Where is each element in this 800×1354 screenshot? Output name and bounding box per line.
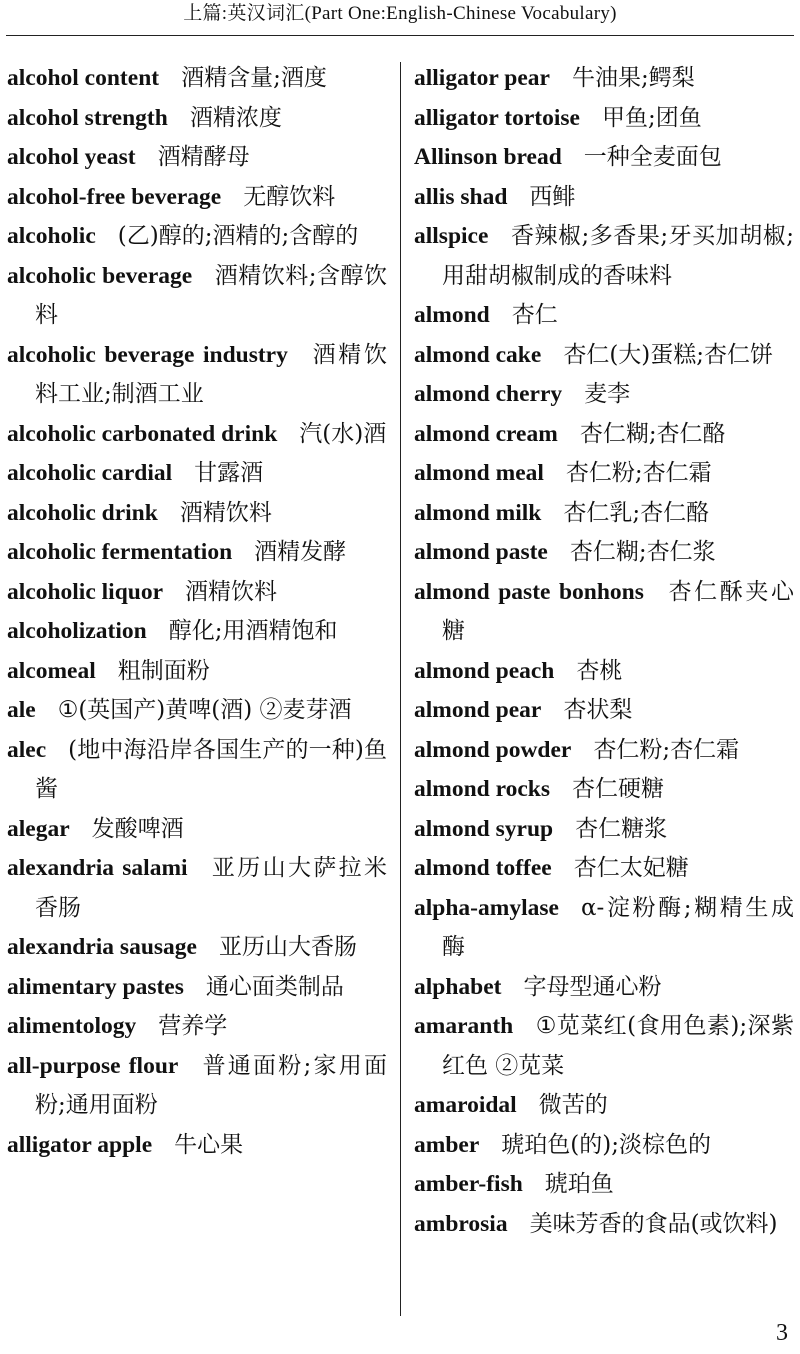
dictionary-entry [414, 336, 794, 376]
entry-definition: 微苦的 [538, 1092, 608, 1118]
entry-definition: 酒精饮料 [179, 499, 272, 526]
entry-term: alegar [7, 815, 70, 842]
dictionary-entry [414, 296, 794, 336]
dictionary-entry [414, 889, 794, 968]
entry-term: almond peach [414, 657, 555, 684]
entry-definition: α-淀粉酶;糊精生成酶 [442, 894, 794, 960]
left-column [7, 59, 387, 1165]
entry-definition: 发酸啤酒 [91, 815, 184, 842]
entry-term: alcohol content [7, 65, 160, 91]
dictionary-entry [7, 1007, 387, 1047]
dictionary-entry [7, 1047, 387, 1126]
entry-definition: 西鲱 [529, 183, 576, 210]
entry-term: alcoholic beverage [7, 262, 193, 289]
entry-term: almond [414, 302, 490, 328]
dictionary-entry [7, 138, 387, 178]
entry-term: allis shad [414, 183, 508, 210]
entry-term: alpha-amylase [414, 894, 559, 921]
entry-definition: (乙)醇的;酒精的;含醇的 [117, 223, 359, 249]
dictionary-entry [414, 533, 794, 573]
dictionary-entry [414, 1205, 794, 1245]
entry-term: alcomeal [7, 657, 96, 684]
entry-term: alcoholic [7, 223, 96, 249]
entry-term: ambrosia [414, 1210, 508, 1237]
entry-term: alphabet [414, 973, 502, 1000]
dictionary-entry [414, 494, 794, 534]
dictionary-entry [7, 652, 387, 692]
entry-term: alimentary pastes [7, 973, 184, 1000]
entry-definition: 无醇饮料 [243, 183, 336, 210]
dictionary-entry [7, 1126, 387, 1166]
entry-definition: 酒精酵母 [157, 144, 250, 170]
entry-definition: 营养学 [158, 1013, 228, 1039]
dictionary-entry [7, 968, 387, 1008]
dictionary-entry [7, 612, 387, 652]
dictionary-entry [414, 1086, 794, 1126]
entry-term: alligator pear [414, 65, 550, 91]
entry-term: amber-fish [414, 1171, 523, 1197]
dictionary-entry [7, 573, 387, 613]
entry-definition: 杏仁粉;杏仁霜 [593, 736, 740, 763]
entry-term: alligator tortoise [414, 104, 580, 131]
entry-definition: ①苋菜红(食用色素);深紫红色 ②苋菜 [442, 1013, 794, 1079]
dictionary-entry [7, 178, 387, 218]
dictionary-entry [7, 415, 387, 455]
entry-term: almond toffee [414, 855, 552, 881]
dictionary-entry [414, 1165, 794, 1205]
entry-term: alcoholic cardial [7, 460, 173, 486]
entry-term: alexandria sausage [7, 934, 197, 960]
entry-definition: 酒精饮料;含醇饮料 [35, 262, 388, 328]
entry-definition: 甘露酒 [194, 460, 264, 486]
dictionary-entry [414, 138, 794, 178]
dictionary-entry [7, 731, 387, 810]
entry-definition: (地中海沿岸各国生产的一种)鱼酱 [35, 736, 387, 802]
entry-definition: 杏仁酥夹心糖 [442, 578, 795, 644]
entry-term: almond milk [414, 499, 542, 526]
entry-term: alimentology [7, 1013, 137, 1039]
entry-definition: 杏仁糖浆 [575, 815, 668, 842]
entry-term: allspice [414, 223, 489, 249]
entry-term: alcoholic drink [7, 499, 158, 526]
entry-definition: 牛油果;鳄梨 [571, 65, 695, 91]
entry-term: almond paste bonhons [414, 578, 644, 605]
dictionary-entry [7, 257, 387, 336]
dictionary-entry [7, 494, 387, 534]
dictionary-entry [414, 99, 794, 139]
dictionary-entry [7, 336, 387, 415]
dictionary-entry [414, 652, 794, 692]
header-rule [6, 35, 794, 36]
entry-definition: 酒精含量;酒度 [181, 65, 327, 91]
entry-term: alcoholization [7, 618, 147, 644]
dictionary-entry [414, 573, 794, 652]
entry-definition: 琥珀色(的);淡棕色的 [501, 1131, 711, 1158]
entry-definition: 杏仁粉;杏仁霜 [565, 460, 712, 486]
dictionary-entry [7, 928, 387, 968]
running-header: 上篇:英汉词汇(Part One:English-Chinese Vocabulary) [183, 3, 617, 24]
entry-definition: 杏仁糊;杏仁酪 [579, 420, 726, 447]
entry-definition: 杏仁太妃糖 [573, 855, 689, 881]
dictionary-entry [414, 770, 794, 810]
entry-definition: 普通面粉;家用面粉;通用面粉 [35, 1052, 387, 1118]
entry-definition: 杏仁 [511, 302, 558, 328]
dictionary-entry [414, 968, 794, 1008]
column-divider [400, 62, 401, 1316]
entry-term: alcoholic fermentation [7, 539, 233, 565]
dictionary-entry [414, 849, 794, 889]
page-number: 3 [776, 1320, 788, 1346]
entry-term: alcohol-free beverage [7, 183, 222, 210]
entry-term: all-purpose flour [7, 1052, 179, 1079]
entry-term: almond pear [414, 697, 542, 723]
entry-term: alcoholic liquor [7, 578, 164, 605]
entry-term: almond paste [414, 539, 548, 565]
dictionary-entry [414, 1007, 794, 1086]
dictionary-entry [7, 849, 387, 928]
entry-definition: 字母型通心粉 [523, 973, 662, 1000]
dictionary-entry [414, 454, 794, 494]
entry-term: amber [414, 1131, 480, 1158]
entry-term: alcoholic carbonated drink [7, 420, 278, 447]
entry-definition: 杏仁糊;杏仁浆 [569, 539, 716, 565]
entry-definition: 麦李 [584, 381, 631, 407]
entry-definition: 亚历山大萨拉米香肠 [35, 855, 387, 921]
dictionary-entry [414, 731, 794, 771]
dictionary-entry [414, 375, 794, 415]
entry-definition: 杏仁(大)蛋糕;杏仁饼 [563, 341, 774, 368]
entry-term: almond cake [414, 341, 542, 368]
entry-definition: 杏仁硬糖 [572, 776, 665, 802]
entry-term: Allinson bread [414, 144, 562, 170]
dictionary-entry [414, 217, 794, 296]
entry-definition: 杏状梨 [563, 697, 633, 723]
entry-term: almond cherry [414, 381, 563, 407]
entry-term: ale [7, 697, 36, 723]
entry-term: alec [7, 736, 47, 763]
dictionary-entry [7, 533, 387, 573]
entry-definition: 酒精浓度 [189, 104, 282, 131]
dictionary-entry [7, 691, 387, 731]
entry-term: alcohol yeast [7, 144, 136, 170]
entry-term: alligator apple [7, 1131, 153, 1158]
dictionary-entry [414, 810, 794, 850]
dictionary-entry [414, 415, 794, 455]
entry-term: alcohol strength [7, 104, 168, 131]
entry-definition: 甲鱼;团鱼 [601, 104, 702, 131]
entry-definition: 酒精饮料 [185, 578, 278, 605]
entry-term: almond rocks [414, 776, 551, 802]
entry-term: amaroidal [414, 1092, 517, 1118]
entry-term: alexandria salami [7, 855, 188, 881]
dictionary-entry [7, 217, 387, 257]
entry-term: almond powder [414, 736, 572, 763]
entry-definition: 汽(水)酒 [299, 420, 387, 447]
entry-definition: 琥珀鱼 [544, 1171, 614, 1197]
entry-term: almond cream [414, 420, 558, 447]
dictionary-entry [414, 178, 794, 218]
entry-term: almond meal [414, 460, 544, 486]
entry-definition: 酒精饮料工业;制酒工业 [35, 341, 388, 407]
entry-definition: ①(英国产)黄啤(酒) ②麦芽酒 [57, 697, 352, 723]
dictionary-entry [7, 810, 387, 850]
entry-term: alcoholic beverage industry [7, 341, 288, 368]
dictionary-entry [7, 99, 387, 139]
entry-definition: 杏桃 [576, 657, 623, 684]
entry-definition: 通心面类制品 [205, 973, 344, 1000]
entry-definition: 牛心果 [174, 1131, 244, 1158]
dictionary-entry [7, 454, 387, 494]
entry-definition: 酒精发酵 [254, 539, 347, 565]
entry-term: almond syrup [414, 815, 554, 842]
entry-definition: 美味芳香的食品(或饮料) [529, 1210, 778, 1237]
entry-definition: 一种全麦面包 [583, 144, 722, 170]
entry-definition: 杏仁乳;杏仁酪 [563, 499, 710, 526]
entry-definition: 醇化;用酒精饱和 [168, 618, 338, 644]
entry-term: amaranth [414, 1013, 514, 1039]
entry-definition: 粗制面粉 [117, 657, 210, 684]
dictionary-entry [414, 1126, 794, 1166]
dictionary-entry [414, 59, 794, 99]
entry-definition: 香辣椒;多香果;牙买加胡椒;用甜胡椒制成的香味料 [442, 223, 794, 289]
dictionary-entry [414, 691, 794, 731]
entry-definition: 亚历山大香肠 [218, 934, 357, 960]
dictionary-entry [7, 59, 387, 99]
right-column [414, 59, 794, 1244]
